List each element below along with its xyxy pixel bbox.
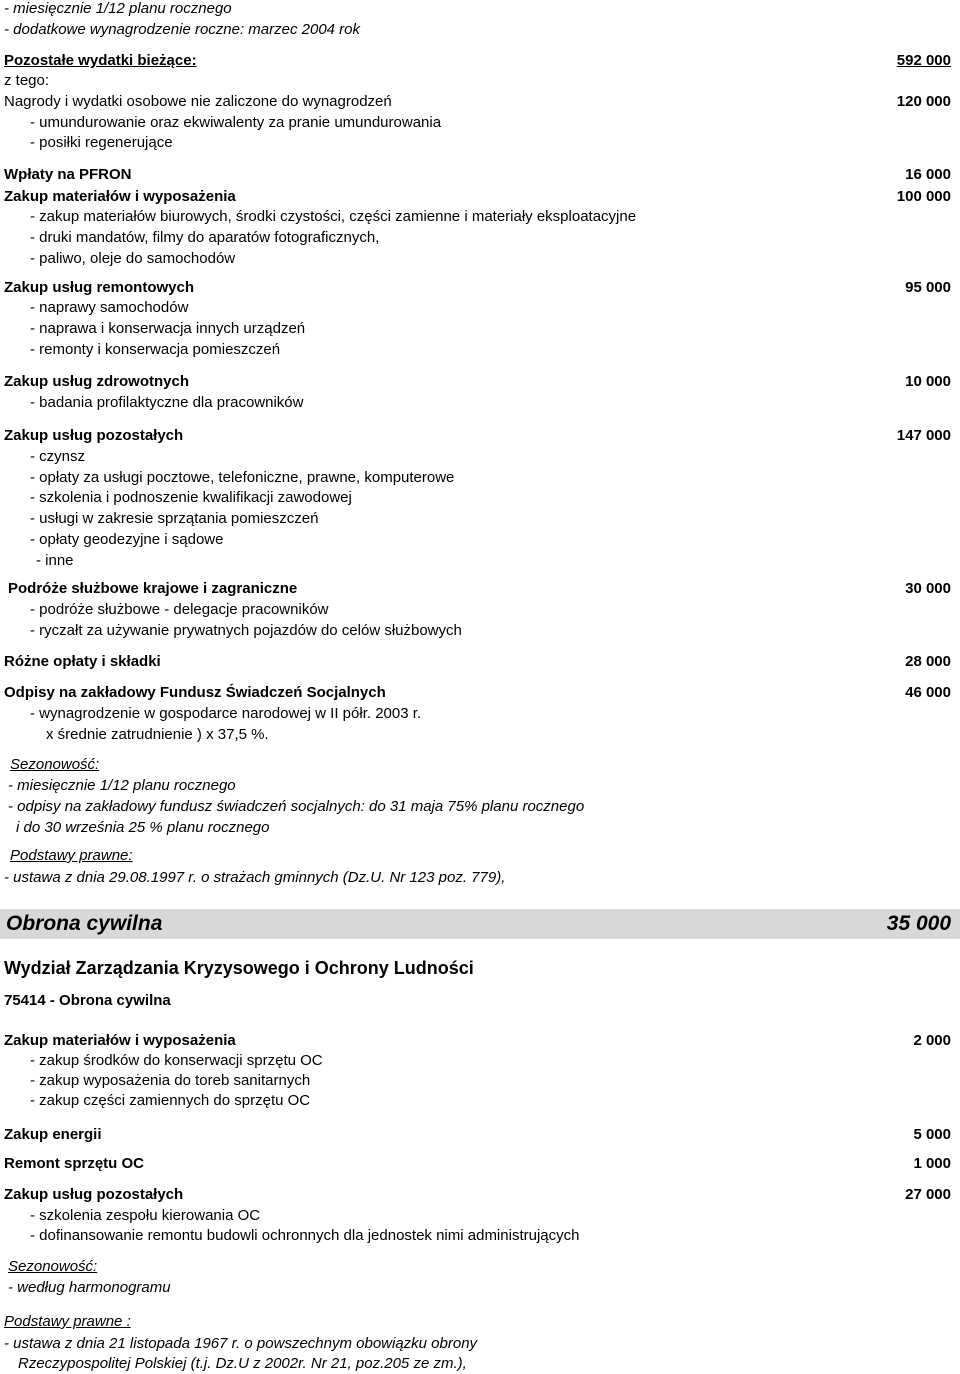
- materials-item: - druki mandatów, filmy do aparatów fotograficznych,: [30, 229, 380, 246]
- uniforms-item: - umundurowanie oraz ekwiwalenty za pranie umundurowania: [30, 114, 442, 131]
- seasonality-line: i do 30 września 25 % planu rocznego: [16, 819, 270, 836]
- pfron-amount: 16 000: [905, 166, 951, 183]
- repair-item: - naprawy samochodów: [30, 299, 189, 316]
- oc-other-services-item: - szkolenia zespołu kierowania OC: [30, 1207, 261, 1224]
- energy-amount: 5 000: [913, 1126, 951, 1143]
- repair-item: - naprawa i konserwacja innych urządzeń: [30, 320, 306, 337]
- health-services-title: Zakup usług zdrowotnych: [4, 373, 190, 390]
- oc-other-services-item: - dofinansowanie remontu budowli ochronnych dla jednostek nimi administrujących: [30, 1227, 580, 1244]
- chapter-heading: 75414 - Obrona cywilna: [4, 992, 171, 1009]
- social-fund-item: x średnie zatrudnienie ) x 37,5 %.: [46, 726, 269, 743]
- civil-defense-amount: 35 000: [886, 912, 951, 935]
- repair-services-title: Zakup usług remontowych: [4, 279, 195, 296]
- other-current-expenses-title: Pozostałe wydatki bieżące:: [4, 52, 197, 69]
- other-services-item: - szkolenia i podnoszenie kwalifikacji zawodowej: [30, 489, 352, 506]
- health-services-amount: 10 000: [905, 373, 951, 390]
- oc-materials-item: - zakup części zamiennych do sprzętu OC: [30, 1092, 311, 1109]
- equipment-repair-title: Remont sprzętu OC: [4, 1155, 145, 1172]
- seasonality-label: Sezonowość:: [10, 756, 100, 773]
- pfron-title: Wpłaty na PFRON: [4, 166, 132, 183]
- other-services-item: - czynsz: [30, 448, 86, 465]
- legal-basis-label: Podstawy prawne:: [10, 847, 133, 864]
- social-fund-amount: 46 000: [905, 684, 951, 701]
- travel-item: - ryczałt za używanie prywatnych pojazdów do celów służbowych: [30, 622, 462, 639]
- repair-services-amount: 95 000: [905, 279, 951, 296]
- social-fund-title: Odpisy na zakładowy Fundusz Świadczeń Socjalnych: [4, 684, 386, 701]
- health-item: - badania profilaktyczne dla pracowników: [30, 394, 304, 411]
- oc-materials-item: - zakup środków do konserwacji sprzętu OC: [30, 1052, 323, 1069]
- oc-materials-amount: 2 000: [913, 1032, 951, 1049]
- department-heading: Wydział Zarządzania Kryzysowego i Ochrony Ludności: [4, 958, 474, 978]
- materials-item: - zakup materiałów biurowych, środki czystości, części zamienne i materiały eksploatacyjne: [30, 208, 637, 225]
- various-fees-title: Różne opłaty i składki: [4, 653, 161, 670]
- oc-materials-item: - zakup wyposażenia do toreb sanitarnych: [30, 1072, 311, 1089]
- various-fees-amount: 28 000: [905, 653, 951, 670]
- business-travel-title: Podróże służbowe krajowe i zagraniczne: [8, 580, 298, 597]
- other-services-title: Zakup usług pozostałych: [4, 427, 184, 444]
- monthly-plan-line: - miesięcznie 1/12 planu rocznego: [4, 0, 232, 17]
- seasonality-line: - według harmonogramu: [8, 1279, 171, 1296]
- equipment-repair-amount: 1 000: [913, 1155, 951, 1172]
- meals-item: - posiłki regenerujące: [30, 134, 173, 151]
- materials-amount: 100 000: [896, 188, 951, 205]
- of-which-label: z tego:: [4, 72, 50, 89]
- oc-other-services-amount: 27 000: [905, 1186, 951, 1203]
- social-fund-item: - wynagrodzenie w gospodarce narodowej w II półr. 2003 r.: [30, 705, 422, 722]
- other-services-item: - inne: [36, 552, 74, 569]
- legal-basis-line: Rzeczypospolitej Polskiej (t.j. Dz.U z 2002r. Nr 21, poz.205 ze zm.),: [18, 1355, 467, 1372]
- materials-item: - paliwo, oleje do samochodów: [30, 250, 236, 267]
- civil-defense-title: Obrona cywilna: [6, 912, 163, 935]
- seasonality-label: Sezonowość:: [8, 1258, 98, 1275]
- legal-basis-label: Podstawy prawne :: [4, 1313, 131, 1330]
- oc-materials-title: Zakup materiałów i wyposażenia: [4, 1032, 236, 1049]
- materials-title: Zakup materiałów i wyposażenia: [4, 188, 236, 205]
- seasonality-line: - odpisy na zakładowy fundusz świadczeń socjalnych: do 31 maja 75% planu rocznego: [8, 798, 585, 815]
- other-services-amount: 147 000: [896, 427, 951, 444]
- legal-basis-line: - ustawa z dnia 21 listopada 1967 r. o powszechnym obowiązku obrony: [4, 1335, 478, 1352]
- energy-title: Zakup energii: [4, 1126, 102, 1143]
- business-travel-amount: 30 000: [905, 580, 951, 597]
- repair-item: - remonty i konserwacja pomieszczeń: [30, 341, 281, 358]
- legal-basis-line: - ustawa z dnia 29.08.1997 r. o strażach gminnych (Dz.U. Nr 123 poz. 779),: [4, 869, 506, 886]
- awards-title: Nagrody i wydatki osobowe nie zaliczone do wynagrodzeń: [4, 93, 392, 110]
- other-services-item: - opłaty za usługi pocztowe, telefoniczne, prawne, komputerowe: [30, 469, 455, 486]
- other-services-item: - usługi w zakresie sprzątania pomieszczeń: [30, 510, 319, 527]
- seasonality-line: - miesięcznie 1/12 planu rocznego: [8, 777, 236, 794]
- other-current-expenses-amount: 592 000: [896, 52, 951, 69]
- travel-item: - podróże służbowe - delegacje pracowników: [30, 601, 329, 618]
- awards-amount: 120 000: [896, 93, 951, 110]
- additional-salary-line: - dodatkowe wynagrodzenie roczne: marzec 2004 rok: [4, 21, 361, 38]
- oc-other-services-title: Zakup usług pozostałych: [4, 1186, 184, 1203]
- other-services-item: - opłaty geodezyjne i sądowe: [30, 531, 224, 548]
